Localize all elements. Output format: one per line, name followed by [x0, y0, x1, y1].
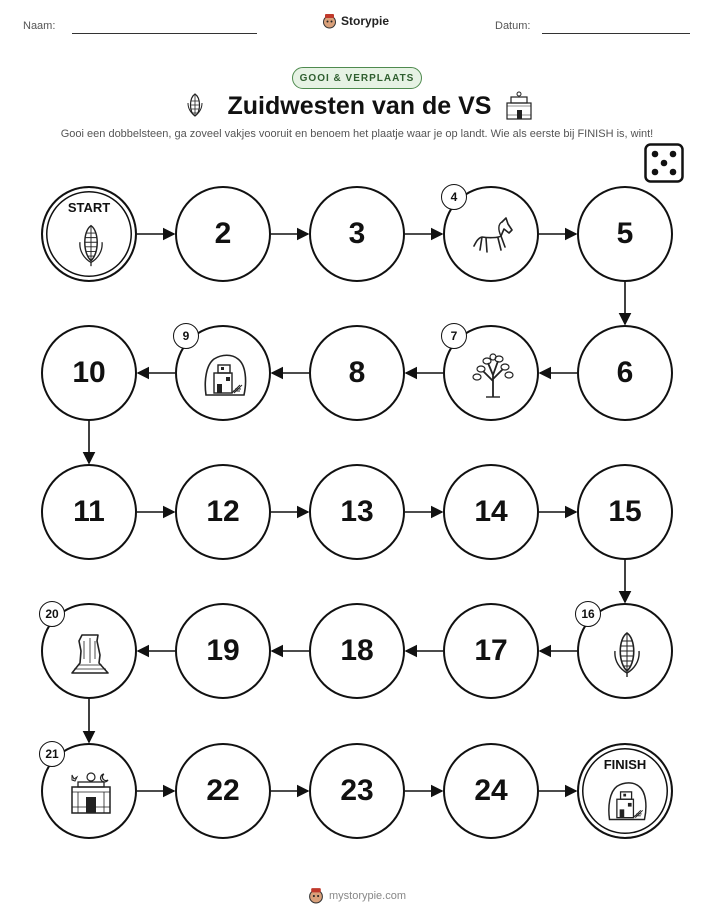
picture-space[interactable]: [443, 325, 539, 421]
space-number: 14: [474, 495, 508, 528]
number-space[interactable]: [577, 464, 673, 560]
number-space[interactable]: [41, 325, 137, 421]
space-number: 19: [206, 634, 240, 667]
corn-icon: [68, 222, 114, 268]
date-label: Datum:: [495, 20, 531, 32]
picture-space[interactable]: [41, 743, 137, 839]
space-number-badge: 4: [441, 184, 467, 210]
name-label: Naam:: [23, 20, 56, 32]
number-space[interactable]: [309, 464, 405, 560]
picture-space[interactable]: [175, 325, 271, 421]
space-number: 10: [72, 356, 106, 389]
number-space[interactable]: [175, 743, 271, 839]
picture-space[interactable]: [443, 186, 539, 282]
number-space[interactable]: [41, 464, 137, 560]
space-number: 12: [206, 495, 240, 528]
cliff-dwelling-icon: [200, 351, 250, 401]
number-space[interactable]: [309, 325, 405, 421]
space-number: 18: [340, 634, 374, 667]
space-number-badge: 7: [441, 323, 467, 349]
space-number: 13: [340, 495, 374, 528]
game-type-badge: GOOI & VERPLAATS: [292, 67, 422, 89]
finish-space[interactable]: [577, 743, 673, 839]
space-number: 23: [340, 774, 374, 807]
horse-icon: [468, 212, 518, 262]
pueblo-icon: [66, 769, 116, 819]
number-space[interactable]: [309, 743, 405, 839]
space-number: 6: [616, 356, 634, 389]
space-number: 15: [608, 495, 642, 528]
finish-label: FINISH: [603, 757, 647, 772]
instructions: Gooi een dobbelsteen, ga zoveel vakjes vooruit en benoem het plaatje waar je op landt. Wie als eerste bij FINISH is, wint!: [60, 128, 654, 140]
footer: [308, 887, 406, 904]
space-number: 22: [206, 774, 240, 807]
number-space[interactable]: [175, 464, 271, 560]
tree-icon: [468, 351, 518, 401]
number-space[interactable]: [443, 603, 539, 699]
number-space[interactable]: [309, 186, 405, 282]
picture-space[interactable]: [41, 603, 137, 699]
space-number: 2: [214, 217, 232, 250]
butte-icon: [66, 629, 116, 679]
space-number: 11: [73, 495, 105, 528]
space-number-badge: 9: [173, 323, 199, 349]
number-space[interactable]: [443, 464, 539, 560]
picture-space[interactable]: [577, 603, 673, 699]
footer-url: mystorypie.com: [329, 889, 407, 902]
space-number: 5: [616, 217, 634, 250]
space-number-badge: 21: [39, 741, 65, 767]
page-title: Zuidwesten van de VS: [227, 92, 492, 120]
cliff-dwelling-icon: [604, 779, 650, 825]
start-label: START: [67, 200, 111, 215]
number-space[interactable]: [577, 325, 673, 421]
number-space[interactable]: [443, 743, 539, 839]
number-space[interactable]: [175, 186, 271, 282]
storypie-mascot-icon: [308, 887, 324, 904]
start-space[interactable]: [41, 186, 137, 282]
space-number-badge: 20: [39, 601, 65, 627]
space-number: 17: [474, 634, 508, 667]
number-space[interactable]: [577, 186, 673, 282]
space-number-badge: 16: [575, 601, 601, 627]
number-space[interactable]: [309, 603, 405, 699]
corn-icon: [602, 629, 652, 679]
space-number: 8: [348, 356, 366, 389]
space-number: 24: [474, 774, 508, 807]
brand-name: Storypie: [341, 14, 390, 28]
space-number: 3: [348, 217, 366, 250]
number-space[interactable]: [175, 603, 271, 699]
